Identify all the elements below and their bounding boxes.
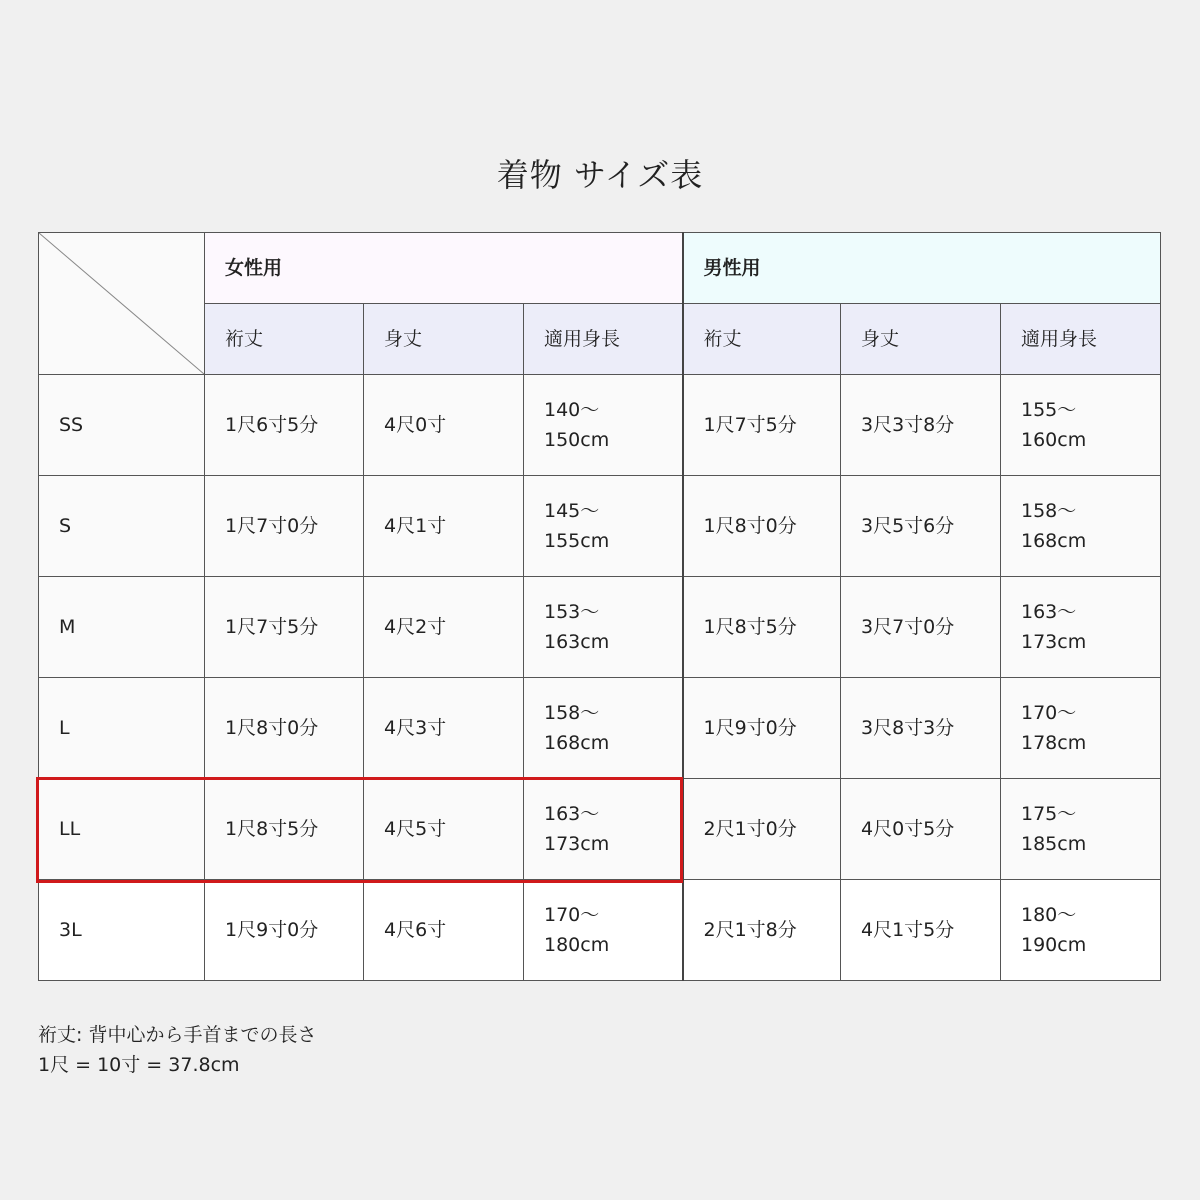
men-height: 163〜 173cm (1001, 577, 1161, 678)
group-header-row (39, 233, 1161, 304)
men-mitake: 3尺7寸0分 (841, 577, 1001, 678)
column-header-row (39, 304, 1161, 375)
table-row-highlighted (39, 779, 1161, 880)
men-height: 155〜 160cm (1001, 375, 1161, 476)
table-row (39, 375, 1161, 476)
women-yuki: 1尺8寸5分 (205, 779, 364, 880)
table-row (39, 880, 1161, 981)
men-height: 175〜 185cm (1001, 779, 1161, 880)
col-men-mitake: 身丈 (841, 304, 1001, 375)
women-mitake: 4尺3寸 (364, 678, 524, 779)
table-row (39, 577, 1161, 678)
col-women-mitake: 身丈 (364, 304, 524, 375)
men-mitake: 3尺3寸8分 (841, 375, 1001, 476)
men-yuki: 1尺9寸0分 (683, 678, 841, 779)
diagonal-line (39, 233, 204, 374)
group-men-header: 男性用 (683, 233, 1161, 304)
women-height: 158〜 168cm (524, 678, 683, 779)
size-label: SS (39, 375, 205, 476)
col-women-height: 適用身長 (524, 304, 683, 375)
size-label: 3L (39, 880, 205, 981)
women-height: 153〜 163cm (524, 577, 683, 678)
men-yuki: 2尺1寸8分 (683, 880, 841, 981)
men-height: 170〜 178cm (1001, 678, 1161, 779)
col-men-yuki: 裄丈 (683, 304, 841, 375)
page-title: 着物 サイズ表 (496, 156, 704, 194)
corner-cell (39, 233, 205, 375)
size-label: LL (39, 779, 205, 880)
women-height: 170〜 180cm (524, 880, 683, 981)
note-unit-conversion: 1尺 = 10寸 = 37.8cm (38, 1054, 240, 1076)
group-women-header: 女性用 (205, 233, 683, 304)
women-mitake: 4尺5寸 (364, 779, 524, 880)
men-yuki: 2尺1寸0分 (683, 779, 841, 880)
men-yuki: 1尺8寸5分 (683, 577, 841, 678)
women-mitake: 4尺1寸 (364, 476, 524, 577)
table-row (39, 476, 1161, 577)
women-mitake: 4尺6寸 (364, 880, 524, 981)
men-yuki: 1尺7寸5分 (683, 375, 841, 476)
women-yuki: 1尺8寸0分 (205, 678, 364, 779)
men-yuki: 1尺8寸0分 (683, 476, 841, 577)
women-mitake: 4尺2寸 (364, 577, 524, 678)
women-height: 145〜 155cm (524, 476, 683, 577)
table-row (39, 678, 1161, 779)
women-yuki: 1尺7寸5分 (205, 577, 364, 678)
col-men-height: 適用身長 (1001, 304, 1161, 375)
men-mitake: 3尺5寸6分 (841, 476, 1001, 577)
men-height: 158〜 168cm (1001, 476, 1161, 577)
size-label: S (39, 476, 205, 577)
col-women-yuki: 裄丈 (205, 304, 364, 375)
women-height: 140〜 150cm (524, 375, 683, 476)
men-mitake: 4尺1寸5分 (841, 880, 1001, 981)
note-yuki-definition: 裄丈: 背中心から手首までの長さ (38, 1024, 317, 1046)
men-mitake: 4尺0寸5分 (841, 779, 1001, 880)
size-label: L (39, 678, 205, 779)
size-label: M (39, 577, 205, 678)
women-mitake: 4尺0寸 (364, 375, 524, 476)
notes (38, 1020, 316, 1080)
size-table (38, 232, 1161, 981)
women-yuki: 1尺7寸0分 (205, 476, 364, 577)
men-mitake: 3尺8寸3分 (841, 678, 1001, 779)
women-height: 163〜 173cm (524, 779, 683, 880)
women-yuki: 1尺6寸5分 (205, 375, 364, 476)
women-yuki: 1尺9寸0分 (205, 880, 364, 981)
men-height: 180〜 190cm (1001, 880, 1161, 981)
